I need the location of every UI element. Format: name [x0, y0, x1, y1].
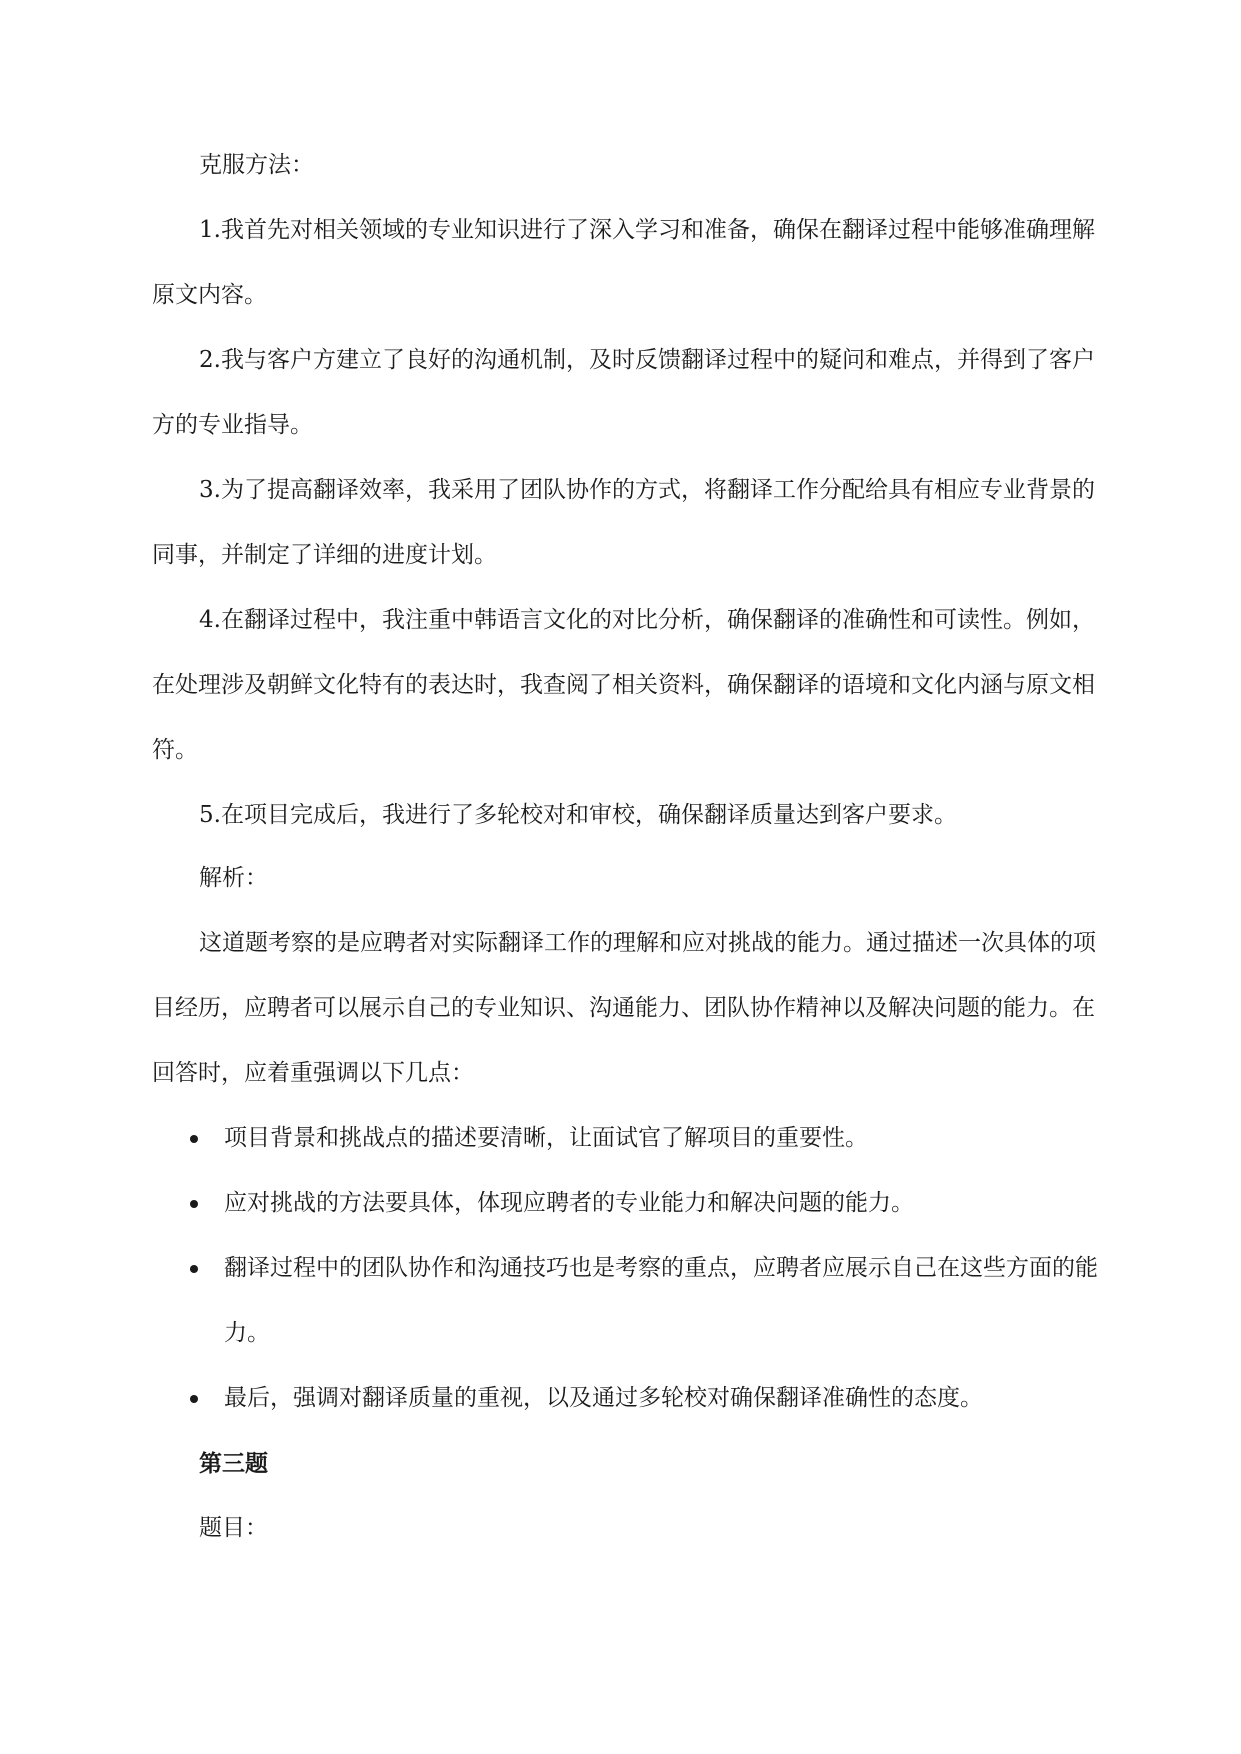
- analysis-paragraph: 这道题考察的是应聘者对实际翻译工作的理解和应对挑战的能力。通过描述一次具体的项目经历，应聘者可以展示自己的专业知识、沟通能力、团队协作精神以及解决问题的能力。在回答时，应着重强调以下几点：: [152, 930, 1096, 1086]
- list-item: [152, 1171, 1102, 1236]
- question-label: 题目：: [199, 1515, 268, 1541]
- bullet-dot-icon: [190, 1135, 198, 1143]
- method-item-2: 2.我与客户方建立了良好的沟通机制，及时反馈翻译过程中的疑问和难点，并得到了客户方的专业指导。: [152, 347, 1095, 438]
- bullet-dot-icon: [190, 1200, 198, 1208]
- method-label: 克服方法：: [199, 152, 314, 178]
- list-item-text: 应对挑战的方法要具体，体现应聘者的专业能力和解决问题的能力。: [224, 1190, 914, 1216]
- method-item-5: 5.在项目完成后，我进行了多轮校对和审校，确保翻译质量达到客户要求。: [199, 802, 957, 828]
- list-item: [152, 1106, 1102, 1171]
- section-heading: 第三题: [199, 1450, 268, 1477]
- method-item-1: 1.我首先对相关领域的专业知识进行了深入学习和准备，确保在翻译过程中能够准确理解原文内容。: [152, 217, 1095, 308]
- bullet-dot-icon: [190, 1395, 198, 1403]
- analysis-label: 解析：: [199, 865, 268, 891]
- key-points-list: [152, 1106, 1102, 1431]
- method-item-4: 4.在翻译过程中，我注重中韩语言文化的对比分析，确保翻译的准确性和可读性。例如，在处理涉及朝鲜文化特有的表达时，我查阅了相关资料，确保翻译的语境和文化内涵与原文相符。: [152, 607, 1095, 763]
- list-item: [152, 1366, 1102, 1431]
- list-item: [152, 1236, 1102, 1366]
- list-item-text: 最后，强调对翻译质量的重视，以及通过多轮校对确保翻译准确性的态度。: [224, 1385, 983, 1411]
- bullet-dot-icon: [190, 1265, 198, 1273]
- list-item-text: 翻译过程中的团队协作和沟通技巧也是考察的重点，应聘者应展示自己在这些方面的能力。: [224, 1255, 1098, 1346]
- list-item-text: 项目背景和挑战点的描述要清晰，让面试官了解项目的重要性。: [224, 1125, 868, 1151]
- method-item-3: 3.为了提高翻译效率，我采用了团队协作的方式，将翻译工作分配给具有相应专业背景的同事，并制定了详细的进度计划。: [152, 477, 1095, 568]
